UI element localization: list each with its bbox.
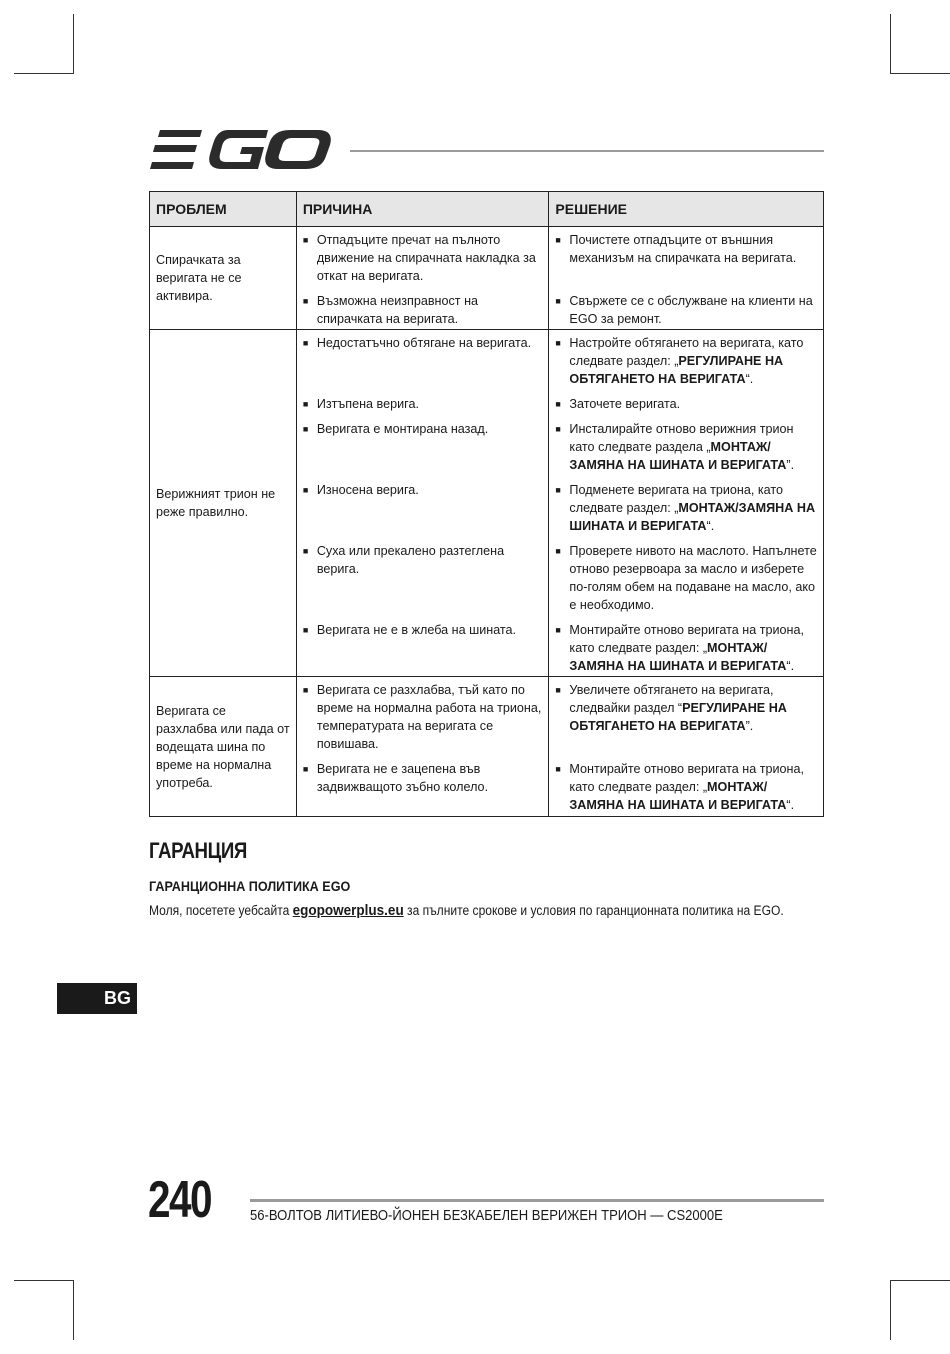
problem-cell: Спирачката за веригата не се активира. (150, 227, 297, 330)
cause-text: Недостатъчно обтягане на веригата. (316, 336, 532, 350)
footer-title: 56-ВОЛТОВ ЛИТИЕВО-ЙОНЕН БЕЗКАБЕЛЕН ВЕРИЖЕН ТРИОН — CS2000E (250, 1208, 723, 1224)
crop-mark (73, 1280, 74, 1340)
ego-logo (150, 128, 332, 172)
table-row (150, 677, 824, 817)
crop-mark (14, 1280, 74, 1281)
solution-text: Почистете отпадъците от външния механизъм на спирачката на веригата. (569, 233, 797, 265)
cause-text: Износена верига. (316, 483, 419, 497)
cause-cell: ■ Недостатъчно обтягане на веригата. ■ Изтъпена верига. ■ Веригата е монтирана назад. ■ Износена верига. ■ Суха или прекалено разтеглена верига. ■ Веригата не е в жлеба на шината. (296, 330, 549, 677)
crop-mark (890, 14, 891, 74)
troubleshooting-table (149, 191, 824, 817)
header-solution: РЕШЕНИЕ (549, 192, 824, 227)
warranty-heading: ГАРАНЦИЯ (149, 838, 247, 863)
solution-cell: ■ Увеличете обтягането на веригата, следвайки раздел “РЕГУЛИРАНЕ НА ОБТЯГАНЕТО НА ВЕРИГАТА”. ■ Монтирайте отново веригата на триона, като следвате раздел: „МОНТАЖ/ ЗАМЯНА НА ШИНАТА И ВЕРИГАТА“. (549, 677, 824, 817)
crop-mark (890, 73, 950, 74)
cause-text: Веригата не е в жлеба на шината. (316, 623, 517, 637)
header-rule (350, 150, 824, 152)
cause-text: Веригата се разхлабва, тъй като по време на нормална работа на триона, температурата на веригата се повишава. (316, 683, 542, 751)
table-header-row (150, 192, 824, 227)
cause-text: Суха или прекалено разтеглена верига. (316, 544, 505, 576)
solution-text: Подменете веригата на триона, като следвате раздел: „МОНТАЖ/ЗАМЯНА НА ШИНАТА И ВЕРИГАТА“. (569, 483, 816, 533)
solution-text: Увеличете обтягането на веригата, следвайки раздел “РЕГУЛИРАНЕ НА ОБТЯГАНЕТО НА ВЕРИГАТА”. (569, 683, 787, 733)
cause-cell: ■ Веригата се разхлабва, тъй като по време на нормална работа на триона, температурата на веригата се повишава. ■ Веригата не е зацепена във задвижващото зъбно колело. (296, 677, 549, 817)
header-cause: ПРИЧИНА (296, 192, 549, 227)
cause-text: Веригата не е зацепена във задвижващото зъбно колело. (316, 762, 489, 794)
crop-mark (73, 14, 74, 74)
problem-cell: Верижният трион не реже правилно. (150, 330, 297, 677)
crop-mark (890, 1280, 891, 1340)
solution-text: Настройте обтягането на веригата, като следвате раздел: „РЕГУЛИРАНЕ НА ОБТЯГАНЕТО НА ВЕРИГАТА“. (569, 336, 804, 386)
solution-text: Свържете се с обслужване на клиенти на EGO за ремонт. (569, 294, 813, 326)
cause-text: Възможна неизправност на спирачката на веригата. (316, 294, 479, 326)
solution-cell: ■ Почистете отпадъците от външния механизъм на спирачката на веригата. ■ Свържете се с обслужване на клиенти на EGO за ремонт. (549, 227, 824, 330)
table-row (150, 227, 824, 330)
solution-text: Монтирайте отново веригата на триона, като следвате раздел: „МОНТАЖ/ ЗАМЯНА НА ШИНАТА И ВЕРИГАТА“. (569, 762, 804, 812)
cause-cell: ■ Отпадъците пречат на пълното движение на спирачната накладка за откат на веригата. ■ Възможна неизправност на спирачката на веригата. (296, 227, 549, 330)
problem-cell: Веригата се разхлабва или пада от водещата шина по време на нормална употреба. (150, 677, 297, 817)
warranty-subheading: ГАРАНЦИОННА ПОЛИТИКА EGO (149, 878, 351, 894)
cause-text: Веригата е монтирана назад. (316, 422, 489, 436)
page-number: 240 (148, 1171, 211, 1229)
solution-text: Инсталирайте отново верижния трион като следвате раздела „МОНТАЖ/ ЗАМЯНА НА ШИНАТА И ВЕРИГАТА”. (569, 422, 795, 472)
solution-text: Проверете нивото на маслото. Напълнете отново резервоара за масло и изберете по-голям обем на подаване на масло, ако е необходимо. (569, 544, 817, 612)
cause-text: Изтъпена верига. (316, 397, 419, 411)
solution-text: Монтирайте отново веригата на триона, като следвате раздел: „МОНТАЖ/ ЗАМЯНА НА ШИНАТА И ВЕРИГАТА“. (569, 623, 804, 673)
solution-cell: ■ Настройте обтягането на веригата, като следвате раздел: „РЕГУЛИРАНЕ НА ОБТЯГАНЕТО НА ВЕРИГАТА“. ■ Заточете веригата. ■ Инсталирайте отново верижния трион като следвате раздела „МОНТАЖ/ ЗАМЯНА НА ШИНАТА И ВЕРИГАТА”. ■ Подменете веригата на триона, като следвате раздел: „МОНТАЖ/ЗАМЯНА НА ШИНАТА И ВЕРИГАТА“. ■ Проверете нивото на маслото. Напълнете отново резервоара за масло и изберете по-голям обем на подаване на масло, ако е необходимо. ■ Монтирайте отново веригата на триона, като следвате раздел: „МОНТАЖ/ ЗАМЯНА НА ШИНАТА И ВЕРИГАТА“. (549, 330, 824, 677)
warranty-text: Моля, посетете уебсайта egopowerplus.eu за пълните срокове и условия по гаранционната политика на EGO. (149, 902, 784, 919)
crop-mark (890, 1280, 950, 1281)
footer-rule (250, 1199, 824, 1202)
language-tab: BG (57, 983, 137, 1014)
solution-text: Заточете веригата. (569, 397, 681, 411)
table-row (150, 330, 824, 677)
header-problem: ПРОБЛЕМ (150, 192, 297, 227)
crop-mark (14, 73, 74, 74)
cause-text: Отпадъците пречат на пълното движение на спирачната накладка за откат на веригата. (316, 233, 536, 283)
warranty-link[interactable]: egopowerplus.eu (292, 902, 404, 919)
